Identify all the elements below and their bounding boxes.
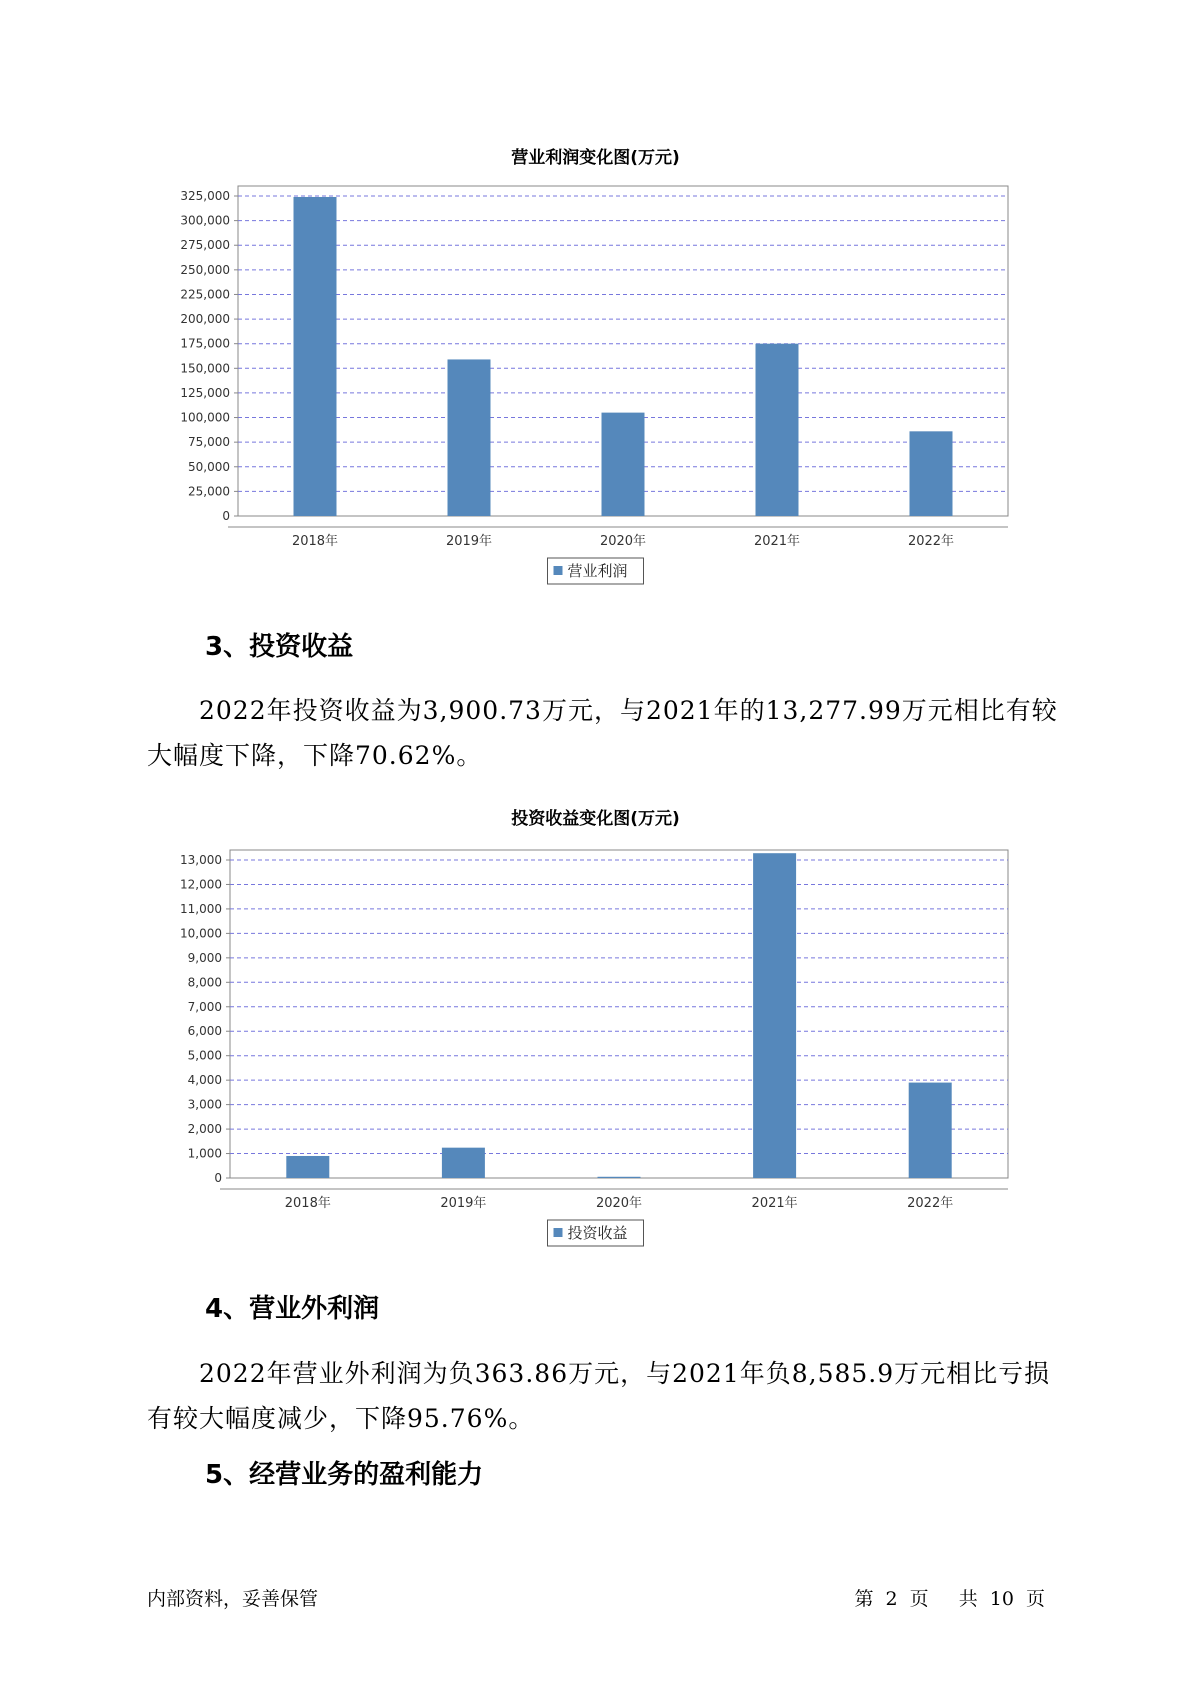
y-tick-label: 175,000 [180, 336, 230, 351]
page-unit: 页 [909, 1588, 929, 1610]
section-3-paragraph [147, 688, 1067, 778]
section-4-line-2: 有较大幅度减少，下降95.76%。 [147, 1404, 535, 1433]
y-tick-label: 250,000 [180, 262, 230, 277]
x-tick-label: 2018年 [284, 1196, 331, 1211]
y-tick-label: 300,000 [180, 213, 230, 228]
y-tick-label: 75,000 [188, 435, 230, 450]
bar-2021年 [756, 344, 799, 516]
chart2-title: 投资收益变化图(万元) [511, 809, 680, 829]
y-tick-label: 5,000 [187, 1048, 222, 1063]
investment-income-chart [0, 834, 1191, 1254]
y-tick-label: 100,000 [180, 410, 230, 425]
y-tick-label: 225,000 [180, 287, 230, 302]
bar-2021年 [753, 853, 796, 1178]
y-tick-label: 9,000 [187, 950, 222, 965]
footer-confidential-note: 内部资料，妥善保管 [147, 1588, 319, 1610]
y-tick-label: 125,000 [180, 385, 230, 400]
total-prefix: 共 [958, 1588, 978, 1610]
footer-page-info [849, 1584, 1051, 1611]
y-tick-label: 7,000 [187, 999, 222, 1014]
bar-2022年 [909, 1083, 952, 1178]
total-pages: 10 [989, 1588, 1014, 1610]
bar-2018年 [286, 1156, 329, 1178]
chart1-title: 营业利润变化图(万元) [511, 148, 680, 168]
bar-2018年 [294, 197, 337, 516]
y-tick-label: 8,000 [187, 975, 222, 990]
y-tick-label: 6,000 [187, 1024, 222, 1039]
x-tick-label: 2018年 [291, 534, 339, 549]
y-tick-label: 13,000 [180, 853, 222, 867]
x-tick-label: 2020年 [599, 534, 647, 549]
y-tick-label: 150,000 [180, 361, 230, 376]
y-tick-label: 11,000 [180, 901, 222, 916]
bar-2019年 [442, 1148, 485, 1178]
y-tick-label: 0 [214, 1171, 222, 1185]
bar-2022年 [910, 431, 953, 516]
legend-label: 投资收益 [567, 1224, 628, 1242]
bar-2019年 [448, 359, 491, 516]
y-tick-label: 12,000 [180, 877, 222, 892]
y-tick-label: 200,000 [180, 312, 230, 327]
section-3-line-1: 2022年投资收益为3,900.73万元，与2021年的13,277.99万元相比有较 [199, 696, 1058, 725]
section-3-line-2: 大幅度下降，下降70.62%。 [147, 741, 483, 770]
page-prefix: 第 [854, 1588, 874, 1610]
y-tick-label: 2,000 [187, 1122, 222, 1137]
y-tick-label: 325,000 [180, 189, 230, 203]
y-tick-label: 3,000 [187, 1097, 222, 1112]
bar-2020年 [602, 413, 645, 516]
x-tick-label: 2022年 [907, 534, 955, 549]
y-tick-label: 0 [222, 509, 230, 523]
y-tick-label: 1,000 [187, 1146, 222, 1161]
y-tick-label: 10,000 [180, 926, 222, 941]
legend-swatch [554, 1228, 563, 1237]
x-tick-label: 2022年 [907, 1196, 954, 1211]
y-tick-label: 50,000 [188, 459, 230, 474]
legend-label: 营业利润 [567, 562, 628, 580]
section-4-paragraph [147, 1351, 1067, 1441]
section-4-line-1: 2022年营业外利润为负363.86万元，与2021年负8,585.9万元相比亏损 [199, 1359, 1051, 1388]
x-tick-label: 2019年 [445, 534, 493, 549]
y-tick-label: 4,000 [187, 1073, 222, 1088]
total-unit: 页 [1025, 1588, 1045, 1610]
y-tick-label: 275,000 [180, 238, 230, 253]
operating-profit-chart [0, 170, 1191, 590]
section-4-heading: 4、营业外利润 [205, 1294, 380, 1324]
bar-2020年 [598, 1177, 641, 1178]
x-tick-label: 2020年 [595, 1196, 643, 1211]
x-tick-label: 2021年 [753, 534, 801, 549]
section-5-heading: 5、经营业务的盈利能力 [205, 1460, 484, 1490]
y-tick-label: 25,000 [188, 484, 230, 499]
x-tick-label: 2021年 [751, 1196, 798, 1211]
page-number: 2 [885, 1588, 898, 1610]
section-3-heading: 3、投资收益 [205, 632, 354, 662]
legend-swatch [554, 566, 563, 575]
x-tick-label: 2019年 [440, 1196, 487, 1211]
